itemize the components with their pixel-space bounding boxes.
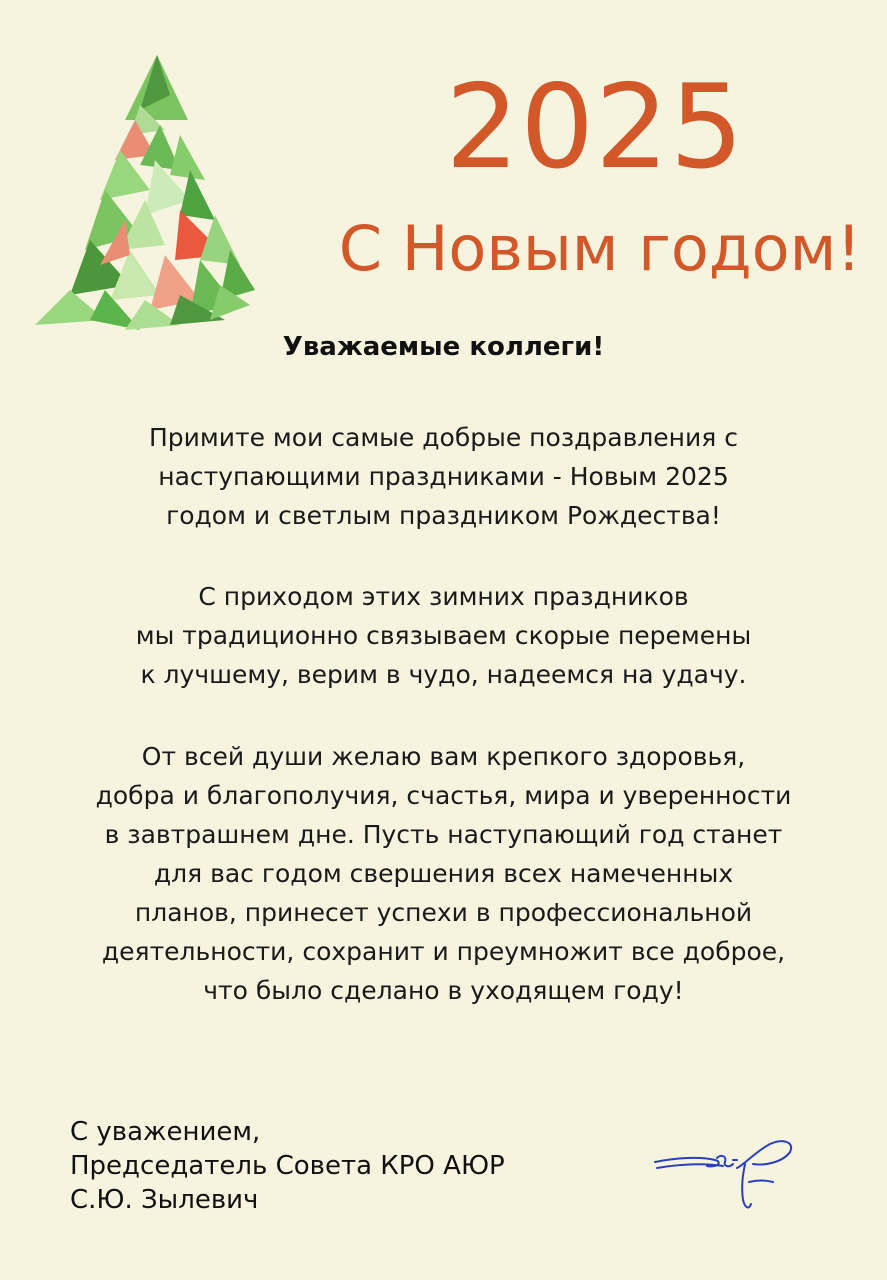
salutation: Уважаемые коллеги! <box>282 332 605 362</box>
closing-name: С.Ю. Зылевич <box>70 1185 259 1215</box>
text-line: С приходом этих зимних праздников <box>198 582 689 611</box>
text-line: к лучшему, верим в чудо, надеемся на удачу. <box>140 660 747 689</box>
paragraph-congratulations <box>40 418 847 535</box>
paragraph-winter-holidays <box>40 577 847 694</box>
text-line: наступающими праздниками - Новым 2025 <box>158 462 729 491</box>
year-heading: 2025 <box>445 60 745 195</box>
text-line: Примите мои самые добрые поздравления с <box>148 423 738 452</box>
text-line: добра и благополучия, счастья, мира и уверенности <box>95 781 792 810</box>
closing-block <box>70 1115 505 1217</box>
text-line: планов, принесет успехи в профессиональной <box>134 898 753 927</box>
paragraph-wishes <box>40 737 847 1010</box>
closing-position: Председатель Совета КРО АЮР <box>70 1151 505 1181</box>
greeting-title: С Новым годом! <box>338 212 862 285</box>
text-line: что было сделано в уходящем году! <box>203 976 684 1005</box>
text-line: деятельности, сохранит и преумножит все доброе, <box>101 937 786 966</box>
closing-regards: С уважением, <box>70 1117 261 1147</box>
text-line: От всей души желаю вам крепкого здоровья, <box>141 742 746 771</box>
text-line: для вас годом свершения всех намеченных <box>153 859 734 888</box>
christmas-tree-icon <box>30 50 260 335</box>
text-line: годом и светлым праздником Рождества! <box>166 501 721 530</box>
text-line: мы традиционно связываем скорые перемены <box>135 621 752 650</box>
signature-image <box>645 1130 805 1215</box>
text-line: в завтрашнем дне. Пусть наступающий год станет <box>104 820 783 849</box>
